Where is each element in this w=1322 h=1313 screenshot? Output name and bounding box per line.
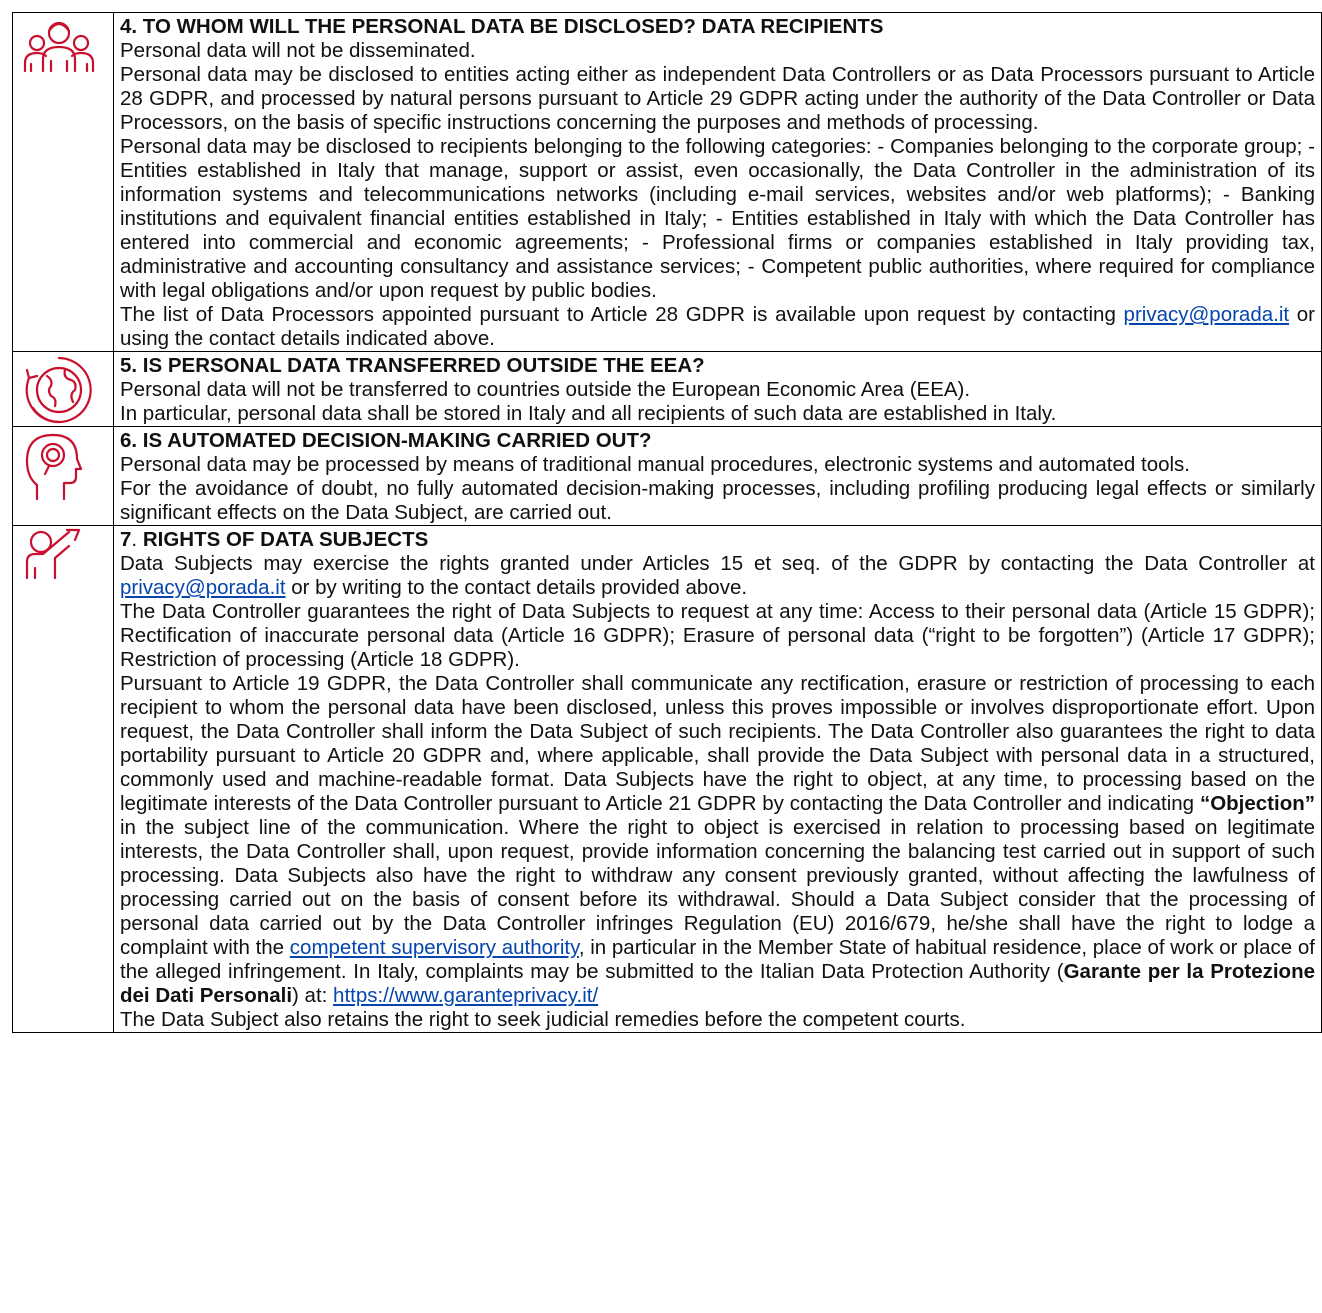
- section-row-4: [13, 13, 1322, 352]
- section-heading: 6. IS AUTOMATED DECISION-MAKING CARRIED OUT?: [120, 429, 652, 452]
- section-text: [114, 352, 1322, 427]
- section-row-5: [13, 352, 1322, 427]
- garante-privacy-link[interactable]: https://www.garanteprivacy.it/: [333, 984, 599, 1007]
- icon-cell: [13, 526, 114, 1033]
- icon-cell: [13, 427, 114, 526]
- section-heading: 5. IS PERSONAL DATA TRANSFERRED OUTSIDE THE EEA?: [120, 354, 705, 377]
- section-text: [114, 13, 1322, 352]
- head-magnifier-icon: [13, 427, 113, 503]
- group-people-icon: [13, 13, 113, 77]
- paragraph: Data Subjects may exercise the rights granted under Articles 15 et seq. of the GDPR by contacting the Data Controller at privacy@porada.it or by writing to the contact details provided above.: [120, 552, 1315, 599]
- paragraph: The Data Subject also retains the right to seek judicial remedies before the competent courts.: [120, 1008, 966, 1031]
- paragraph: The list of Data Processors appointed pursuant to Article 28 GDPR is available upon request by contacting privacy@porada.it or using the contact details indicated above.: [120, 303, 1315, 350]
- privacy-email-link[interactable]: privacy@porada.it: [1123, 303, 1290, 326]
- privacy-email-link[interactable]: privacy@porada.it: [120, 576, 286, 599]
- section-text: [114, 526, 1322, 1033]
- supervisory-authority-link[interactable]: competent supervisory authority: [289, 936, 579, 959]
- section-text: [114, 427, 1322, 526]
- paragraph: Pursuant to Article 19 GDPR, the Data Controller shall communicate any rectification, erasure or restriction of processing to each recipient to whom the personal data have been disclosed, unless this proves impossible or involves disproportionate effort. Upon request, the Data Controller shall inform the Data Subject of such recipients. The Data Controller also guarantees the right to data portability pursuant to Article 20 GDPR and, where applicable, shall provide the Data Subject with personal data in a structured, commonly used and machine-readable format. Data Subjects have the right to object, at any time, to processing based on the legitimate interests of the Data Controller pursuant to Article 21 GDPR by contacting the Data Controller and indicating “Objection” in the subject line of the communication. Where the right to object is exercised in relation to processing based on legitimate interests, the Data Controller shall, upon request, provide information concerning the balancing test carried out in support of such processing. Data Subjects also have the right to withdraw any consent previously granted, without affecting the lawfulness of processing carried out on the basis of consent before its withdrawal. Should a Data Subject consider that the processing of personal data carried out by the Data Controller infringes Regulation (EU) 2016/679, he/she shall have the right to lodge a complaint with the competent supervisory authority, in particular in the Member State of habitual residence, place of work or place of the alleged infringement. In Italy, complaints may be submitted to the Italian Data Protection Authority (Garante per la Protezione dei Dati Personali) at: https://www.garanteprivacy.it/: [120, 672, 1316, 1007]
- paragraph: Personal data may be processed by means of traditional manual procedures, electronic systems and automated tools.: [120, 453, 1190, 476]
- section-heading: 4. TO WHOM WILL THE PERSONAL DATA BE DISCLOSED? DATA RECIPIENTS: [120, 15, 884, 38]
- paragraph: Personal data will not be disseminated.: [120, 39, 476, 62]
- paragraph: The Data Controller guarantees the right of Data Subjects to request at any time: Access to their personal data (Article 15 GDPR); Rectification of inaccurate personal data (Article 16 GDPR); Erasure of personal data (“right to be forgotten”) (Article 17 GDPR); Restriction of processing (Article 18 GDPR).: [120, 600, 1315, 671]
- raised-hand-person-icon: [13, 526, 113, 580]
- section-row-7: [13, 526, 1322, 1033]
- section-row-6: [13, 427, 1322, 526]
- privacy-notice-table: [12, 12, 1322, 1033]
- paragraph: For the avoidance of doubt, no fully automated decision-making processes, including profiling producing legal effects or similarly significant effects on the Data Subject, are carried out.: [120, 477, 1315, 524]
- paragraph: Personal data may be disclosed to recipients belonging to the following categories: - Companies belonging to the corporate group; - Entities established in Italy that manage, support or assist, even occasionally, the Data Controller in the administration of its information systems and telecommunications networks (including e-mail services, websites and/or web platforms); - Banking institutions and equivalent financial entities established in Italy; - Entities established in Italy with which the Data Controller has entered into commercial and economic agreements; - Professional firms or companies established in Italy providing tax, administrative and accounting consultancy and assistance services; - Competent public authorities, where required for compliance with legal obligations and/or upon request by public bodies.: [120, 135, 1315, 302]
- globe-transfer-icon: [13, 352, 113, 426]
- paragraph: Personal data may be disclosed to entities acting either as independent Data Controllers or as Data Processors pursuant to Article 28 GDPR, and processed by natural persons pursuant to Article 29 GDPR acting under the authority of the Data Controller or Data Processors, on the basis of specific instructions concerning the purposes and methods of processing.: [120, 63, 1315, 134]
- paragraph: Personal data will not be transferred to countries outside the European Economic Area (EEA).: [120, 378, 971, 401]
- section-heading: 7. RIGHTS OF DATA SUBJECTS: [120, 528, 429, 551]
- paragraph: In particular, personal data shall be stored in Italy and all recipients of such data are established in Italy.: [120, 402, 1057, 425]
- icon-cell: [13, 352, 114, 427]
- icon-cell: [13, 13, 114, 352]
